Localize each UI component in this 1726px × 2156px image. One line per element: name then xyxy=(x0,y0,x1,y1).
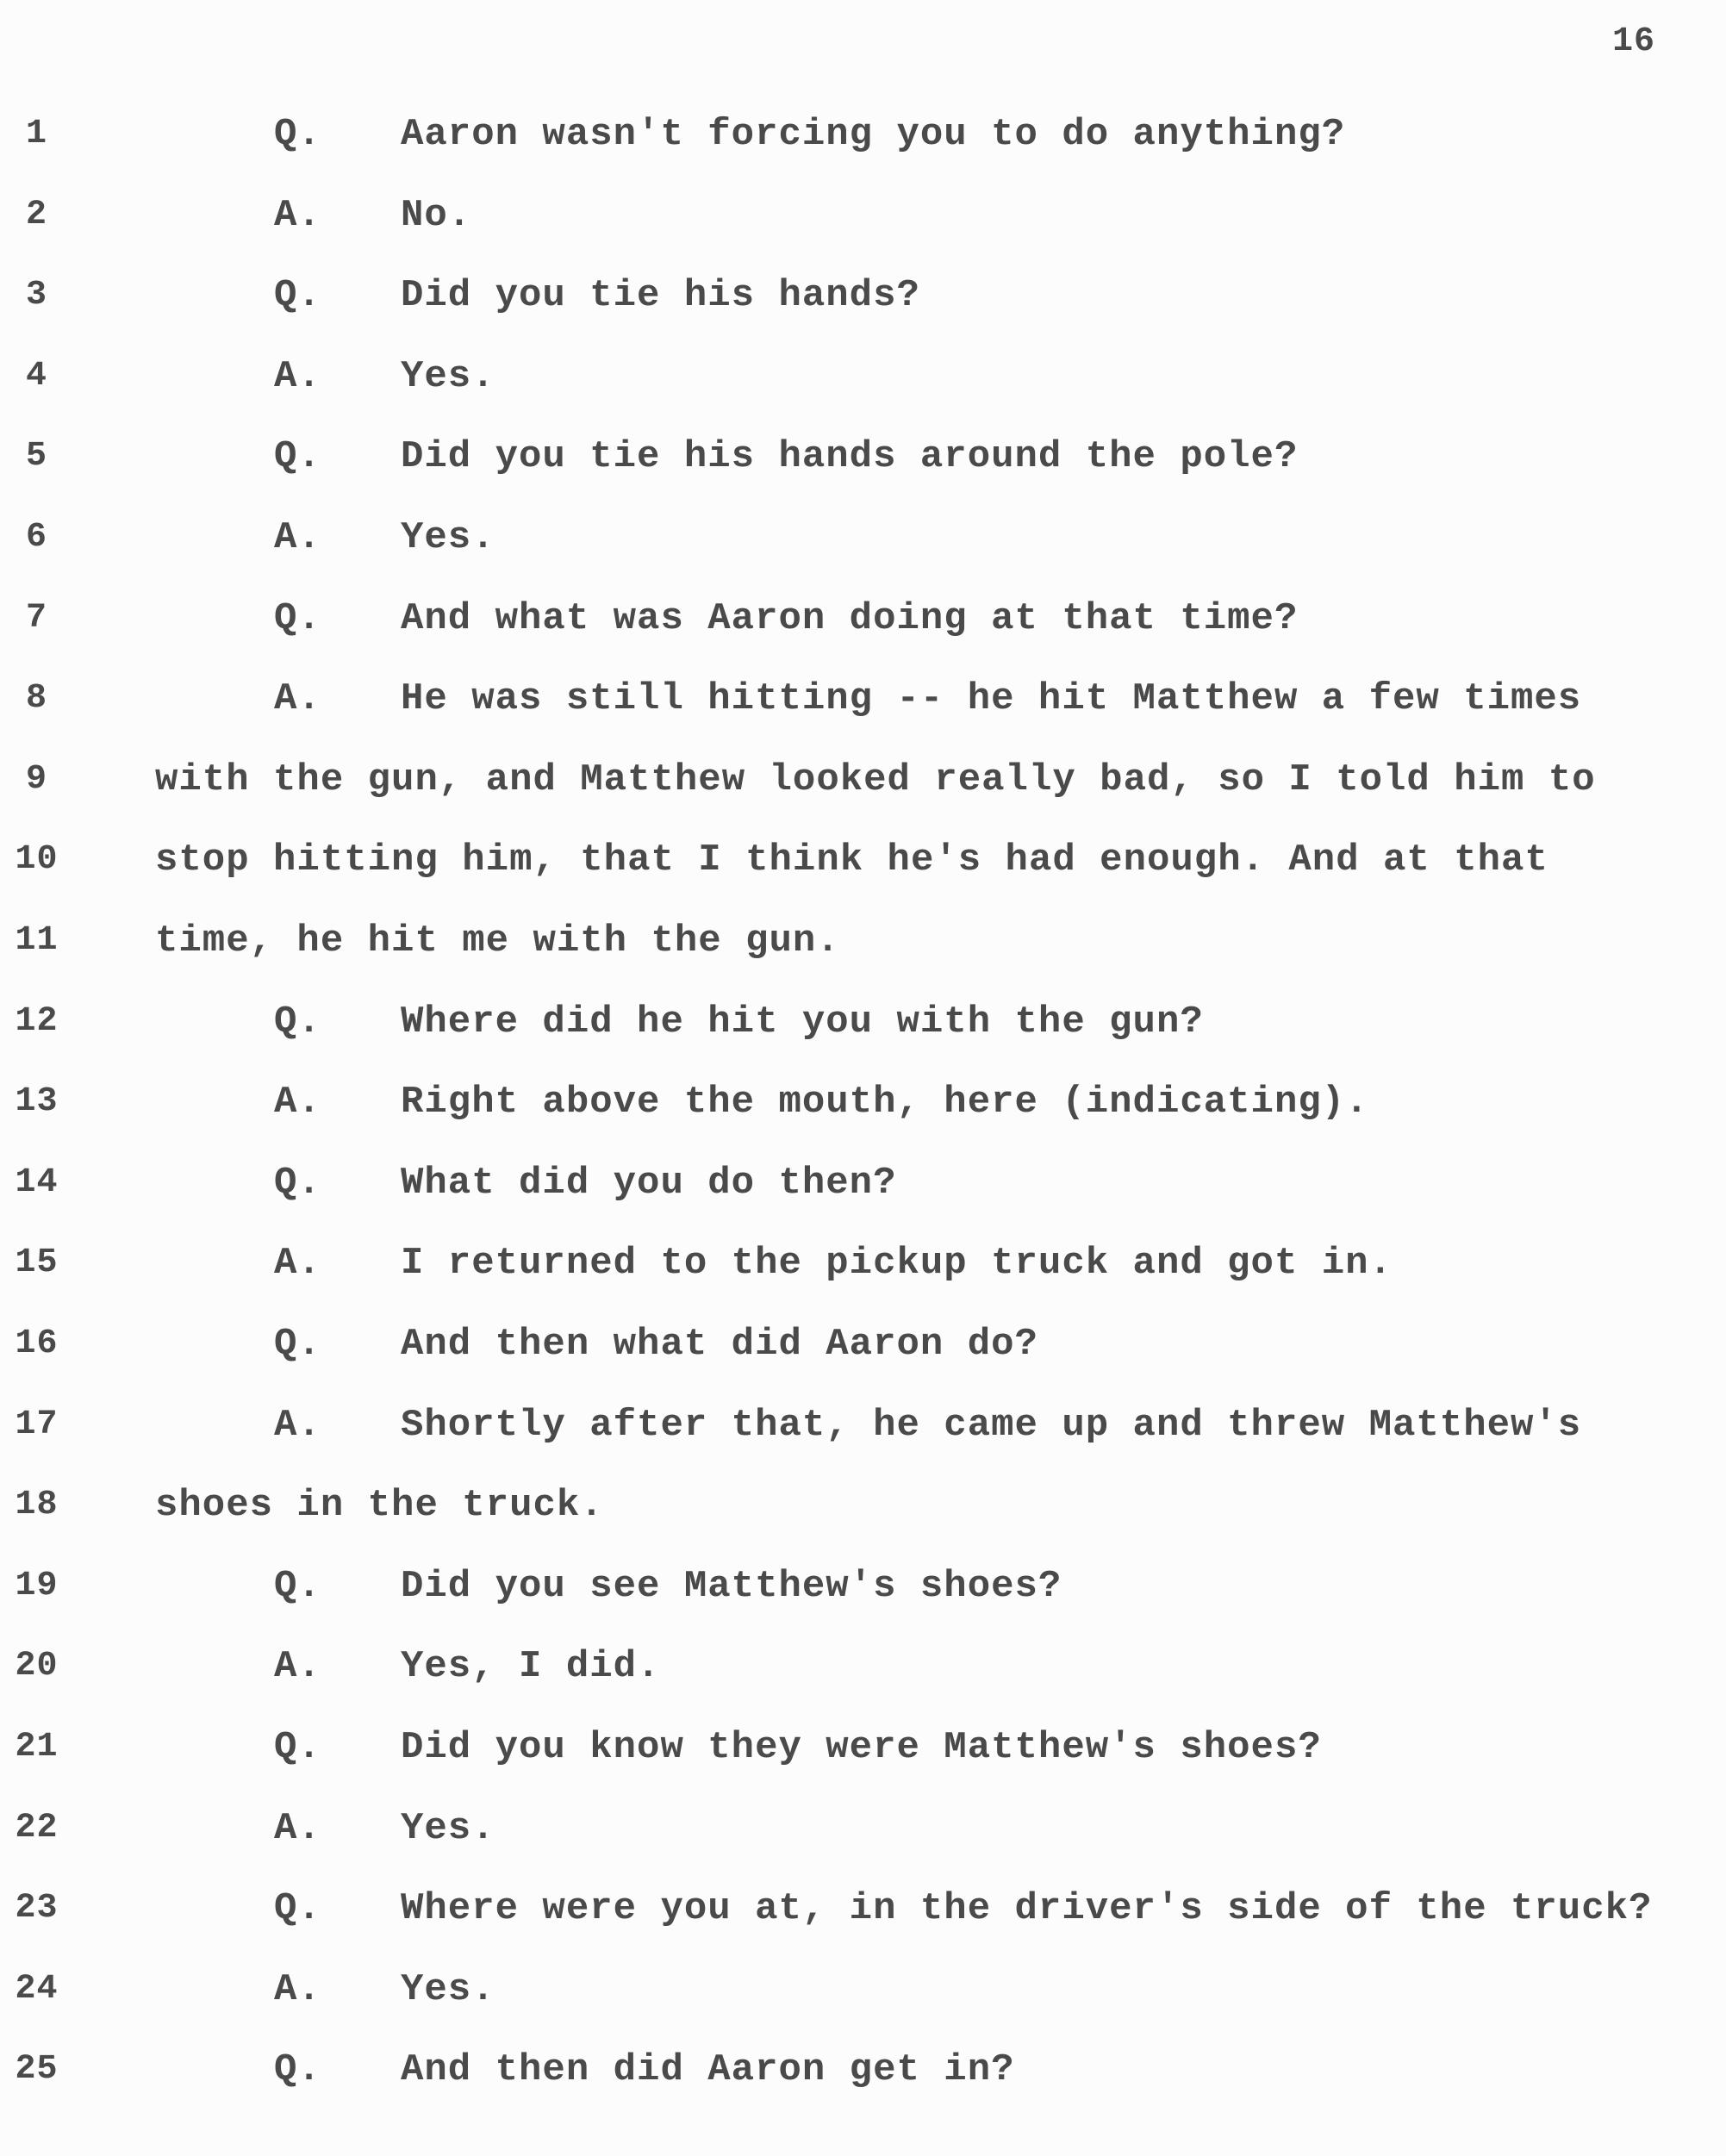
line-text: He was still hitting -- he hit Matthew a few times xyxy=(401,677,1582,720)
line-number: 11 xyxy=(15,921,59,960)
line-number: 6 xyxy=(25,518,47,557)
speaker-label: A. xyxy=(274,355,321,398)
line-number: 17 xyxy=(15,1405,59,1444)
line-number: 8 xyxy=(25,679,47,718)
speaker-label: Q. xyxy=(274,274,321,317)
transcript-line xyxy=(0,107,1726,162)
speaker-label: A. xyxy=(274,1404,321,1447)
line-number: 22 xyxy=(15,1809,59,1848)
line-text: Yes. xyxy=(401,355,495,398)
speaker-label: A. xyxy=(274,194,321,237)
line-number: 3 xyxy=(25,276,47,315)
speaker-label: A. xyxy=(274,677,321,720)
transcript-line xyxy=(0,510,1726,565)
line-number: 19 xyxy=(15,1567,59,1605)
line-number: 10 xyxy=(15,840,59,879)
line-text: And what was Aaron doing at that time? xyxy=(401,597,1299,640)
speaker-label: Q. xyxy=(274,1565,321,1608)
line-text: Aaron wasn't forcing you to do anything? xyxy=(401,113,1346,156)
speaker-label: Q. xyxy=(274,113,321,156)
speaker-label: A. xyxy=(274,1807,321,1850)
line-text: Did you know they were Matthew's shoes? xyxy=(401,1726,1322,1769)
line-text: Did you see Matthew's shoes? xyxy=(401,1565,1062,1608)
transcript-line xyxy=(0,591,1726,646)
line-text: Where did he hit you with the gun? xyxy=(401,1000,1204,1044)
speaker-label: A. xyxy=(274,1968,321,2011)
transcript-line xyxy=(0,268,1726,323)
speaker-label: A. xyxy=(274,1242,321,1285)
transcript-line xyxy=(0,1156,1726,1211)
transcript-line xyxy=(0,832,1726,888)
line-number: 23 xyxy=(15,1889,59,1928)
line-text: stop hitting him, that I think he's had enough. And at that xyxy=(155,838,1548,882)
transcript-line xyxy=(0,752,1726,807)
line-text: Did you tie his hands around the pole? xyxy=(401,435,1299,478)
line-text: Yes. xyxy=(401,1807,495,1850)
speaker-label: A. xyxy=(274,1081,321,1124)
speaker-label: Q. xyxy=(274,1726,321,1769)
line-number: 25 xyxy=(15,2050,59,2089)
line-number: 21 xyxy=(15,1728,59,1767)
transcript-line xyxy=(0,1317,1726,1372)
line-number: 13 xyxy=(15,1082,59,1121)
line-number: 4 xyxy=(25,357,47,396)
line-number: 16 xyxy=(15,1324,59,1363)
line-number: 12 xyxy=(15,1002,59,1041)
speaker-label: Q. xyxy=(274,1162,321,1205)
line-number: 15 xyxy=(15,1243,59,1282)
line-text: And then what did Aaron do? xyxy=(401,1323,1038,1366)
line-text: And then did Aaron get in? xyxy=(401,2048,1015,2091)
transcript-line xyxy=(0,671,1726,726)
line-number: 14 xyxy=(15,1163,59,1202)
speaker-label: Q. xyxy=(274,597,321,640)
speaker-label: Q. xyxy=(274,1323,321,1366)
line-text: Right above the mouth, here (indicating). xyxy=(401,1081,1369,1124)
line-number: 7 xyxy=(25,599,47,638)
transcript-line xyxy=(0,1398,1726,1453)
line-text: I returned to the pickup truck and got in. xyxy=(401,1242,1393,1285)
line-text: Where were you at, in the driver's side of the truck? xyxy=(401,1887,1653,1930)
speaker-label: Q. xyxy=(274,435,321,478)
line-number: 18 xyxy=(15,1486,59,1524)
page-number: 16 xyxy=(1611,22,1655,61)
line-text: No. xyxy=(401,194,472,237)
line-text: What did you do then? xyxy=(401,1162,897,1205)
line-text: Did you tie his hands? xyxy=(401,274,920,317)
transcript-line xyxy=(0,1639,1726,1694)
transcript-line xyxy=(0,1478,1726,1533)
transcript-line xyxy=(0,2042,1726,2097)
transcript-line xyxy=(0,1881,1726,1936)
transcript-line xyxy=(0,1720,1726,1775)
transcript-line xyxy=(0,349,1726,404)
line-text: Yes, I did. xyxy=(401,1645,661,1688)
line-number: 5 xyxy=(25,437,47,476)
line-text: shoes in the truck. xyxy=(155,1484,604,1527)
line-text: with the gun, and Matthew looked really bad, so I told him to xyxy=(155,758,1596,801)
line-number: 24 xyxy=(15,1970,59,2009)
transcript-line xyxy=(0,1075,1726,1130)
line-text: time, he hit me with the gun. xyxy=(155,919,840,963)
speaker-label: A. xyxy=(274,1645,321,1688)
transcript-line xyxy=(0,429,1726,484)
transcript-line xyxy=(0,188,1726,243)
line-number: 1 xyxy=(25,115,47,153)
line-text: Yes. xyxy=(401,1968,495,2011)
line-number: 20 xyxy=(15,1647,59,1686)
line-text: Yes. xyxy=(401,516,495,559)
speaker-label: Q. xyxy=(274,2048,321,2091)
speaker-label: Q. xyxy=(274,1000,321,1044)
transcript-line xyxy=(0,1236,1726,1291)
line-text: Shortly after that, he came up and threw Matthew's xyxy=(401,1404,1582,1447)
speaker-label: Q. xyxy=(274,1887,321,1930)
transcript-line xyxy=(0,913,1726,969)
transcript-line xyxy=(0,1962,1726,2017)
line-number: 9 xyxy=(25,760,47,799)
transcript-line xyxy=(0,994,1726,1050)
transcript-line xyxy=(0,1559,1726,1614)
line-number: 2 xyxy=(25,196,47,234)
transcript-line xyxy=(0,1801,1726,1856)
speaker-label: A. xyxy=(274,516,321,559)
